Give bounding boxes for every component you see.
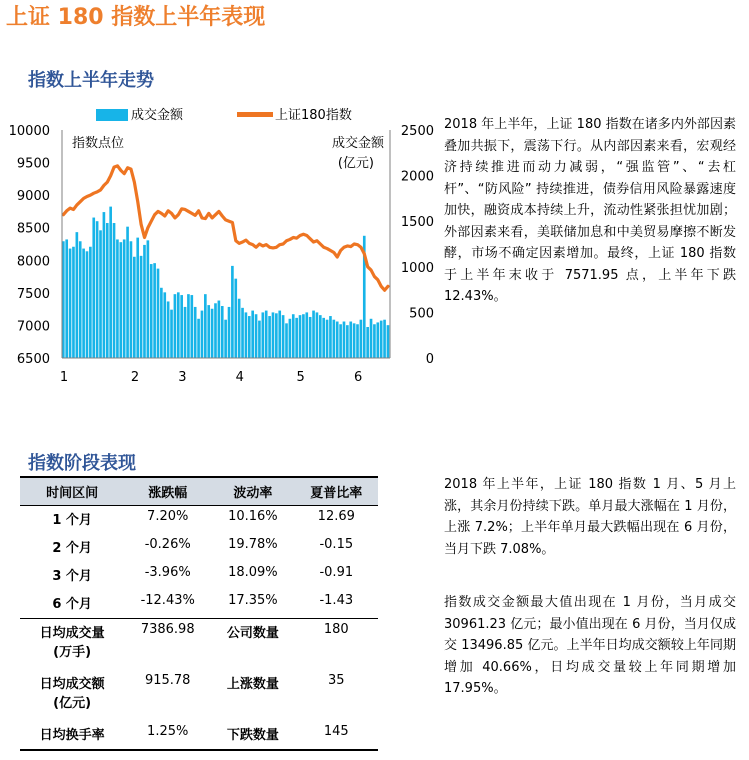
change-cell: -12.43%	[140, 593, 195, 608]
turnover-bar	[89, 247, 92, 358]
falling-count-value: 145	[295, 721, 378, 750]
turnover-bar	[79, 241, 82, 358]
turnover-bar	[103, 212, 106, 358]
turnover-bar	[150, 264, 153, 358]
turnover-bar	[136, 238, 139, 358]
amount-unit: (亿元)	[53, 696, 92, 711]
left-tick-label: 8000	[16, 254, 50, 270]
turnover-label: 日均换手率	[20, 721, 124, 750]
stage-paragraph-1: 2018 年上半年，上证 180 指数 1 月、5 月上涨，其余月份持续下跌。单月最大涨幅在 1 月份，上涨 7.2%；上半年单月最大跌幅出现在 6 月份，当月下跌 7.08%。	[444, 477, 736, 557]
turnover-bar	[180, 295, 183, 358]
volatility-cell: 10.16%	[228, 509, 278, 524]
company-count-value: 180	[295, 619, 378, 671]
turnover-bar	[184, 307, 187, 358]
volume-label: 日均成交量	[39, 626, 105, 641]
x-tick-label: 4	[235, 370, 244, 385]
right-tick-label: 1000	[400, 260, 434, 276]
turnover-bar	[383, 320, 386, 358]
table-section-title: 指数阶段表现	[28, 453, 136, 474]
volatility-cell: 19.78%	[228, 537, 278, 552]
period-cell: 2 个月	[52, 541, 92, 556]
turnover-bar	[299, 315, 302, 358]
turnover-bar	[339, 324, 342, 358]
table-row-turnover	[20, 721, 378, 750]
company-count-label: 公司数量	[211, 619, 294, 671]
turnover-bar	[251, 311, 254, 358]
turnover-bar	[123, 239, 126, 358]
turnover-bar	[143, 245, 146, 358]
turnover-bar	[167, 301, 170, 358]
change-cell: -3.96%	[144, 565, 191, 580]
turnover-bar	[336, 322, 339, 358]
turnover-bar	[349, 322, 352, 358]
turnover-bar	[258, 321, 261, 358]
turnover-bar	[157, 269, 160, 358]
turnover-bar	[292, 314, 295, 358]
turnover-bar	[153, 263, 156, 358]
table-header-row	[20, 477, 378, 506]
right-tick-label: 2000	[400, 169, 434, 185]
turnover-bar	[69, 249, 72, 358]
turnover-bar	[133, 257, 136, 358]
turnover-bar	[170, 310, 173, 358]
turnover-bar	[356, 324, 359, 358]
turnover-bar	[177, 292, 180, 358]
legend-swatch-index	[237, 112, 273, 117]
volatility-cell: 17.35%	[228, 593, 278, 608]
turnover-bar	[302, 314, 305, 358]
turnover-bar	[72, 247, 75, 358]
chart-legend	[96, 107, 352, 123]
turnover-bar	[224, 320, 227, 358]
turnover-bar	[231, 266, 234, 358]
turnover-bar	[238, 299, 241, 358]
turnover-bar	[160, 288, 163, 358]
turnover-bar	[272, 312, 275, 358]
x-tick-label: 5	[296, 370, 305, 385]
x-tick-label: 6	[354, 370, 363, 385]
period-cell: 1 个月	[52, 513, 92, 528]
turnover-bar	[333, 320, 336, 358]
left-tick-label: 9500	[16, 156, 50, 172]
turnover-bar	[376, 322, 379, 358]
right-axis-title-line1: 成交金额	[331, 136, 384, 151]
amount-label-cell	[20, 670, 124, 721]
performance-table	[20, 476, 378, 751]
turnover-bar	[211, 309, 214, 358]
x-tick-label: 3	[178, 370, 187, 385]
turnover-bar	[126, 227, 129, 358]
turnover-bar	[96, 221, 99, 358]
turnover-bar	[228, 307, 231, 358]
sharpe-cell: -0.91	[319, 565, 354, 580]
x-tick-label: 2	[130, 370, 140, 385]
table-row	[20, 534, 378, 562]
turnover-bar	[380, 321, 383, 358]
turnover-bar	[255, 314, 258, 358]
turnover-bar	[326, 320, 329, 358]
period-cell: 3 个月	[52, 569, 92, 584]
turnover-value: 1.25%	[124, 721, 211, 750]
right-tick-label: 1500	[400, 215, 434, 231]
turnover-bar	[201, 311, 204, 358]
chart-section-title: 指数上半年走势	[28, 70, 154, 91]
legend-label-index: 上证180指数	[275, 108, 352, 123]
page-title: 上证 180 指数上半年表现	[6, 5, 266, 30]
turnover-bar	[245, 312, 248, 358]
turnover-bar	[221, 306, 224, 358]
turnover-bar	[343, 322, 346, 358]
turnover-bar	[214, 303, 217, 358]
change-cell: -0.26%	[144, 537, 191, 552]
turnover-bar	[268, 316, 271, 358]
table-row-volume	[20, 619, 378, 671]
legend-swatch-turnover	[96, 109, 128, 121]
rising-count-label: 上涨数量	[226, 677, 279, 692]
turnover-bar	[322, 318, 325, 358]
turnover-bar	[109, 207, 112, 358]
turnover-bar	[285, 323, 288, 358]
right-tick-label: 2500	[400, 124, 434, 139]
turnover-bar	[204, 294, 207, 358]
turnover-bar	[360, 320, 363, 358]
turnover-bar	[92, 218, 95, 358]
turnover-bar	[147, 240, 150, 358]
left-tick-label: 10000	[8, 124, 50, 139]
turnover-bar	[248, 316, 251, 358]
header-sharpe: 夏普比率	[295, 477, 378, 506]
left-axis-title: 指数点位	[72, 136, 125, 151]
turnover-bar	[370, 319, 373, 358]
turnover-bar	[99, 230, 102, 358]
stage-paragraph-2: 指数成交金额最大值出现在 1 月份，当月成交 30961.23 亿元；最小值出现在 6 月份，当月仅成交 13496.85 亿元。上半年日均成交额较上年同期增加 40.66%，日均成交量较上年同期增加 17.95%。	[444, 595, 736, 696]
volume-unit: (万手)	[53, 645, 92, 660]
volume-label-cell	[20, 619, 124, 671]
turnover-bar	[278, 311, 281, 358]
turnover-bar	[241, 308, 244, 358]
turnover-bar	[346, 325, 349, 358]
table-row-amount	[20, 670, 378, 721]
summary-paragraph: 2018 年上半年，上证 180 指数在诸多内外部因素叠加共振下，震荡下行。从内部因素来看，宏观经济持续推进而动力减弱，“强监管”、“去杠杆”、“防风险” 持续推进，债券信用风险暴露速度加快，融资成本持续上升，流动性紧张担忧加剧；外部因素来看，美联储加息和中美贸易摩擦不断发酵，市场不确定因素增加。最终，上证 180 指数于上半年末收于 7571.95 点，上半年下跌 12.43%。	[444, 117, 736, 304]
turnover-bar	[190, 295, 193, 358]
table-row	[20, 590, 378, 619]
turnover-bar	[265, 311, 268, 358]
sharpe-cell: 12.69	[317, 509, 355, 524]
turnover-bar	[65, 239, 68, 358]
amount-label: 日均成交额	[39, 677, 105, 692]
turnover-bar	[305, 312, 308, 358]
turnover-bar	[140, 256, 143, 358]
turnover-bar	[187, 294, 190, 358]
left-tick-label: 7500	[16, 286, 50, 302]
left-tick-label: 6500	[16, 352, 50, 367]
turnover-bar	[275, 313, 278, 358]
turnover-bar	[116, 239, 119, 358]
header-volatility: 波动率	[211, 477, 294, 506]
turnover-bar	[353, 323, 356, 358]
volatility-cell: 18.09%	[228, 565, 278, 580]
period-cell: 6 个月	[52, 597, 92, 612]
right-axis-title-line2: (亿元)	[337, 156, 374, 171]
volume-value: 7386.98	[124, 619, 211, 671]
falling-count-label: 下跌数量	[211, 721, 294, 750]
turnover-bar	[174, 294, 177, 358]
turnover-bar	[86, 251, 89, 358]
header-change: 涨跌幅	[124, 477, 211, 506]
turnover-bar	[309, 317, 312, 358]
turnover-bar	[234, 279, 237, 358]
turnover-bar	[312, 311, 315, 358]
turnover-bar	[366, 327, 369, 358]
turnover-bar	[194, 307, 197, 358]
change-cell: 7.20%	[147, 509, 189, 524]
index-line	[63, 166, 388, 290]
sharpe-cell: -0.15	[319, 537, 354, 552]
left-tick-label: 7000	[16, 319, 50, 335]
turnover-bar	[163, 292, 166, 358]
turnover-bar	[319, 315, 322, 358]
x-tick-label: 1	[59, 370, 69, 385]
turnover-bar	[316, 312, 319, 358]
turnover-bar	[329, 316, 332, 358]
turnover-bar	[130, 241, 133, 358]
left-tick-label: 9000	[16, 189, 50, 205]
turnover-bar	[82, 249, 85, 358]
table-row	[20, 506, 378, 535]
amount-value: 915.78	[144, 673, 191, 688]
legend-label-turnover: 成交金额	[131, 108, 184, 123]
header-period: 时间区间	[20, 477, 124, 506]
sharpe-cell: -1.43	[319, 593, 354, 608]
turnover-bar	[289, 319, 292, 358]
right-tick-label: 0	[425, 352, 434, 367]
turnover-bar	[207, 305, 210, 358]
turnover-bar	[282, 315, 285, 358]
turnover-bar	[76, 232, 79, 358]
turnover-bar	[113, 223, 116, 358]
turnover-bar	[106, 223, 109, 358]
left-tick-label: 8500	[16, 221, 50, 237]
turnover-bar	[197, 319, 200, 358]
turnover-bar	[262, 312, 265, 358]
turnover-bar	[218, 301, 221, 358]
turnover-bar	[119, 242, 122, 358]
table-row	[20, 562, 378, 590]
turnover-bar	[373, 324, 376, 358]
turnover-bar	[387, 325, 390, 358]
turnover-bar	[295, 318, 298, 358]
right-tick-label: 500	[409, 306, 434, 322]
rising-count-value: 35	[328, 673, 345, 688]
index-chart	[0, 100, 440, 390]
